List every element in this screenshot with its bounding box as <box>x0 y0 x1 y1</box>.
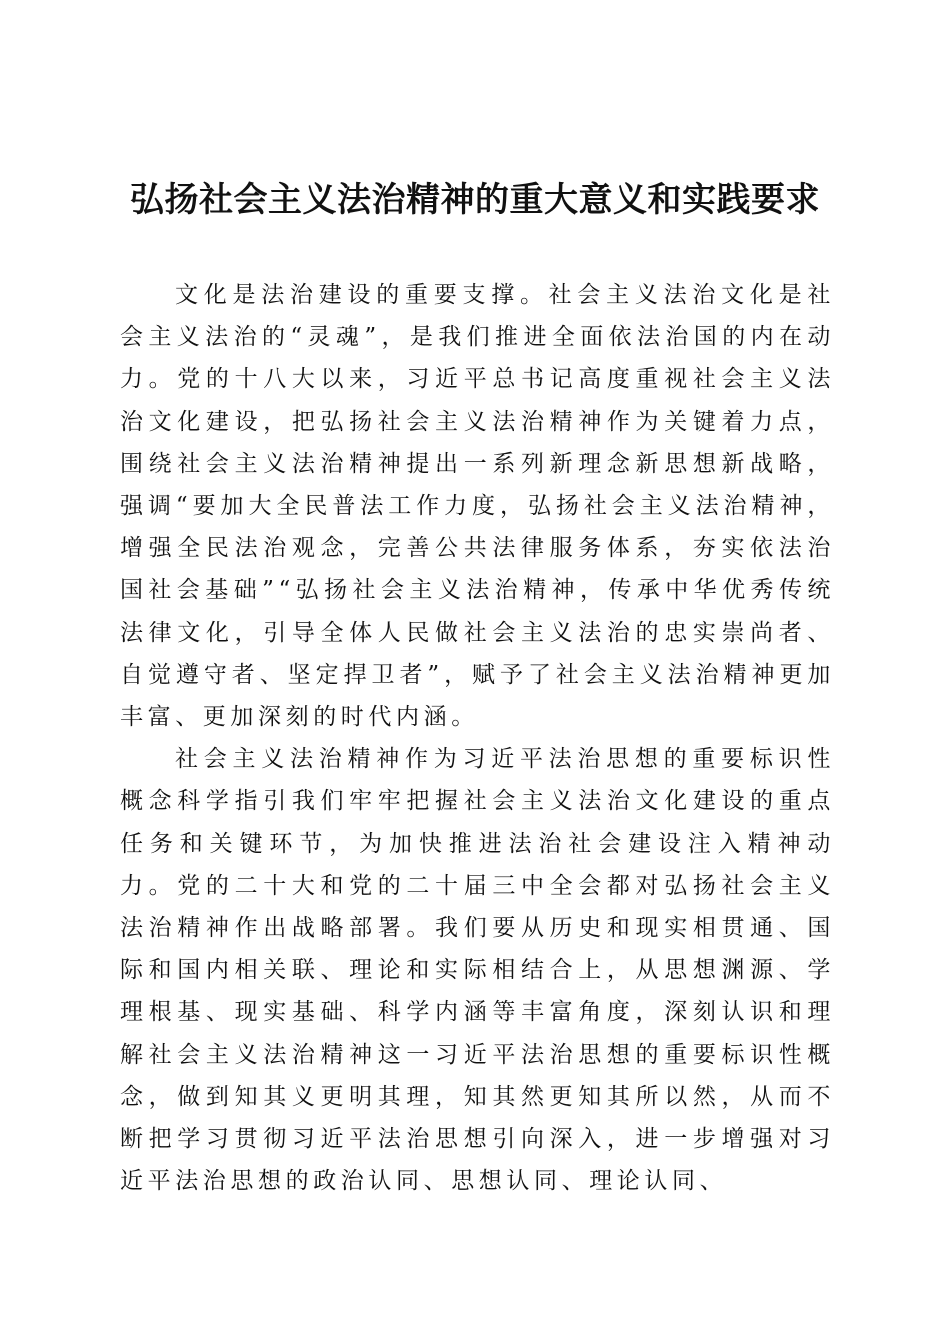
paragraph-2: 社会主义法治精神作为习近平法治思想的重要标识性概念科学指引我们牢牢把握社会主义法治文化建设的重点任务和关键环节，为加快推进法治社会建设注入精神动力。党的二十大和党的二十届三中全会都对弘扬社会主义法治精神作出战略部署。我们要从历史和现实相贯通、国际和国内相关联、理论和实际相结合上，从思想渊源、学理根基、现实基础、科学内涵等丰富角度，深刻认识和理解社会主义法治精神这一习近平法治思想的重要标识性概念，做到知其义更明其理，知其然更知其所以然，从而不断把学习贯彻习近平法治思想引向深入，进一步增强对习近平法治思想的政治认同、思想认同、理论认同、 <box>120 746 835 1195</box>
document-title: 弘扬社会主义法治精神的重大意义和实践要求 <box>130 180 820 220</box>
document-body <box>120 274 835 1202</box>
paragraph-1: 文化是法治建设的重要支撑。社会主义法治文化是社会主义法治的“灵魂”，是我们推进全面依法治国的内在动力。党的十八大以来，习近平总书记高度重视社会主义法治文化建设，把弘扬社会主义法治精神作为关键着力点，围绕社会主义法治精神提出一系列新理念新思想新战略，强调“要加大全民普法工作力度，弘扬社会主义法治精神，增强全民法治观念，完善公共法律服务体系，夯实依法治国社会基础”“弘扬社会主义法治精神，传承中华优秀传统法律文化，引导全体人民做社会主义法治的忠实崇尚者、自觉遵守者、坚定捍卫者”，赋予了社会主义法治精神更加丰富、更加深刻的时代内涵。 <box>120 282 835 731</box>
